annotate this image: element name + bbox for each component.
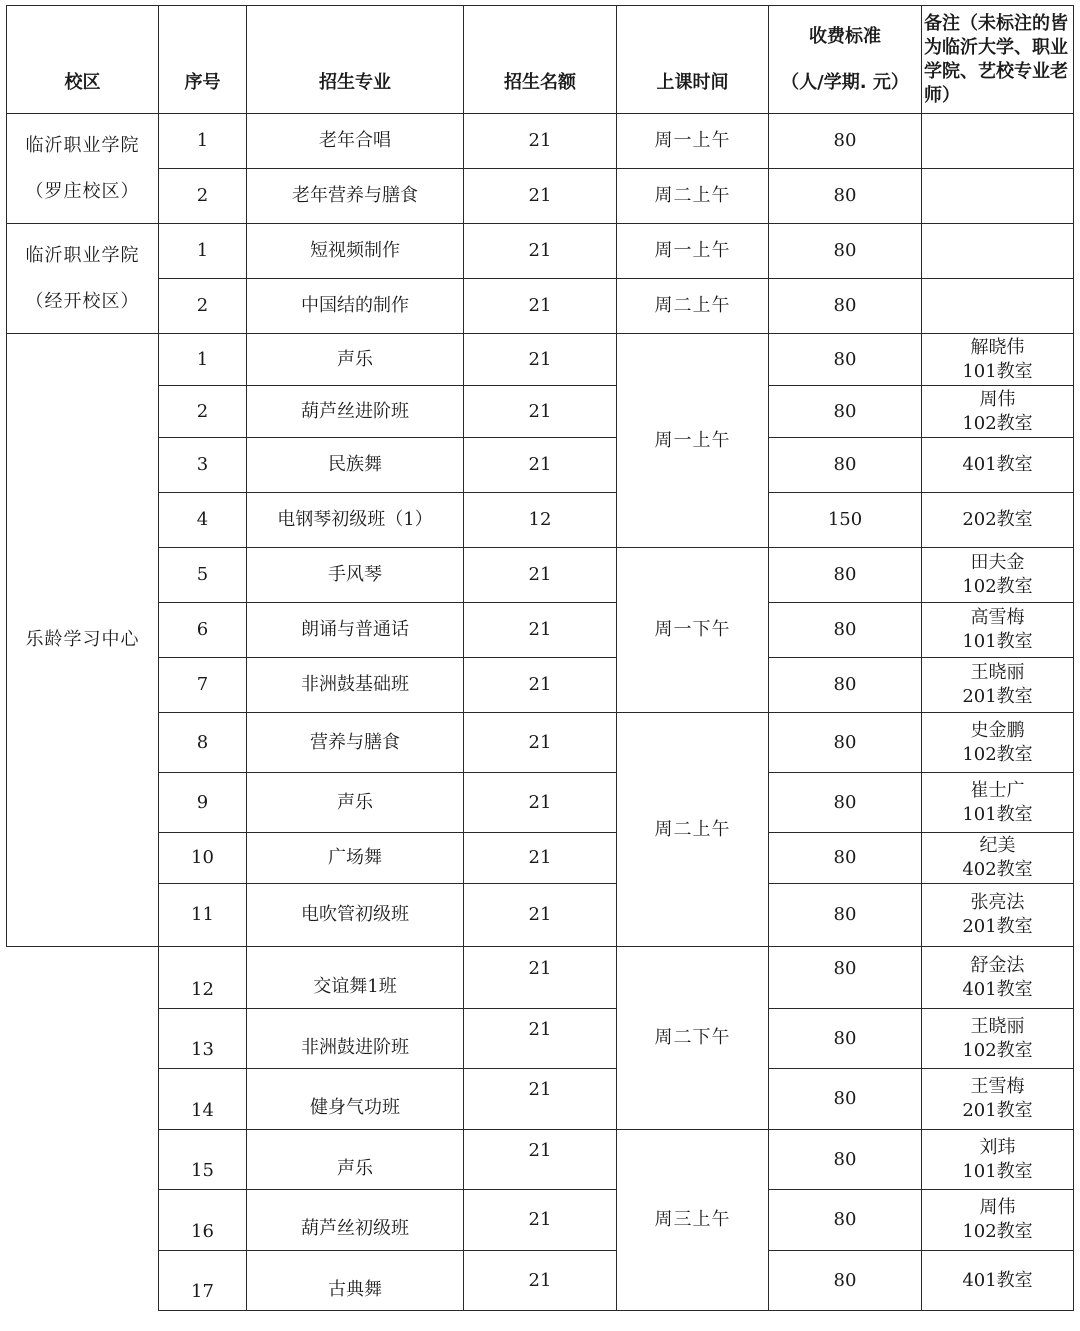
row-note — [922, 1130, 1074, 1190]
row-quota: 21 — [464, 438, 617, 493]
table-row — [7, 658, 1074, 713]
row-major: 短视频制作 — [247, 224, 464, 279]
row-note — [922, 947, 1074, 1009]
row-note — [922, 658, 1074, 713]
table-row — [7, 169, 1074, 224]
row-index: 11 — [159, 884, 247, 947]
room-name: 102教室 — [962, 1221, 1033, 1242]
row-major: 广场舞 — [247, 833, 464, 884]
row-quota: 21 — [464, 884, 617, 947]
row-note — [922, 1069, 1074, 1130]
row-quota: 21 — [464, 1190, 617, 1251]
table-row — [7, 833, 1074, 884]
row-index: 4 — [159, 493, 247, 548]
table-row — [7, 386, 1074, 438]
row-major: 葫芦丝初级班 — [247, 1190, 464, 1251]
row-note — [922, 713, 1074, 773]
row-major: 交谊舞1班 — [247, 947, 464, 1009]
table-row — [7, 1251, 1074, 1311]
table-row — [7, 438, 1074, 493]
row-quota: 21 — [464, 603, 617, 658]
row-fee: 80 — [769, 334, 922, 386]
row-quota: 21 — [464, 114, 617, 169]
table-row — [7, 713, 1074, 773]
campus-sub: （罗庄校区） — [25, 180, 140, 202]
row-major: 营养与膳食 — [247, 713, 464, 773]
row-index: 2 — [159, 386, 247, 438]
room-name: 401教室 — [962, 978, 1033, 1000]
row-fee: 80 — [769, 114, 922, 169]
room-name: 101教室 — [962, 1160, 1033, 1182]
row-note: 401教室 — [922, 1251, 1074, 1311]
campus-empty — [7, 947, 159, 1311]
table-row — [7, 114, 1074, 169]
table-row — [7, 493, 1074, 548]
row-fee: 80 — [769, 713, 922, 773]
header-major: 招生专业 — [247, 6, 464, 114]
header-campus: 校区 — [7, 6, 159, 114]
row-major: 葫芦丝进阶班 — [247, 386, 464, 438]
row-quota: 21 — [464, 1130, 617, 1190]
row-quota: 21 — [464, 1251, 617, 1311]
row-index: 12 — [159, 947, 247, 1009]
table-row — [7, 1009, 1074, 1069]
row-index: 3 — [159, 438, 247, 493]
row-fee: 80 — [769, 1251, 922, 1311]
row-fee: 80 — [769, 833, 922, 884]
row-index: 10 — [159, 833, 247, 884]
room-name: 101教室 — [962, 631, 1033, 652]
campus-luozhuang — [7, 114, 159, 224]
room-name: 402教室 — [962, 859, 1033, 880]
row-note — [922, 884, 1074, 947]
row-index: 15 — [159, 1130, 247, 1190]
time-tue-pm: 周二下午 — [617, 947, 769, 1130]
table-row — [7, 334, 1074, 386]
row-index: 1 — [159, 114, 247, 169]
header-fee-line2: （人/学期. 元） — [781, 71, 909, 93]
teacher-name: 田夫金 — [970, 552, 1025, 573]
row-major: 古典舞 — [247, 1251, 464, 1311]
table-row — [7, 773, 1074, 833]
row-note: 202教室 — [922, 493, 1074, 548]
row-note — [922, 603, 1074, 658]
row-note — [922, 334, 1074, 386]
time-mon-pm: 周一下午 — [617, 548, 769, 713]
row-major: 非洲鼓进阶班 — [247, 1009, 464, 1069]
row-fee: 80 — [769, 279, 922, 334]
teacher-name: 高雪梅 — [970, 607, 1025, 628]
header-note: 备注（未标注的皆为临沂大学、职业学院、艺校专业老师） — [922, 6, 1074, 114]
table-row — [7, 1190, 1074, 1251]
room-name: 102教室 — [962, 412, 1033, 434]
teacher-name: 刘玮 — [979, 1136, 1016, 1158]
header-fee — [769, 6, 922, 114]
row-fee: 80 — [769, 603, 922, 658]
row-quota: 21 — [464, 713, 617, 773]
row-index: 9 — [159, 773, 247, 833]
row-fee: 80 — [769, 224, 922, 279]
row-index: 16 — [159, 1190, 247, 1251]
row-quota: 21 — [464, 658, 617, 713]
teacher-name: 崔士广 — [970, 779, 1025, 801]
time-mon-am: 周一上午 — [617, 334, 769, 548]
row-time: 周二上午 — [617, 169, 769, 224]
row-index: 14 — [159, 1069, 247, 1130]
row-index: 8 — [159, 713, 247, 773]
row-fee: 80 — [769, 947, 922, 1009]
campus-sub: （经开校区） — [25, 290, 140, 312]
row-quota: 21 — [464, 334, 617, 386]
row-fee: 80 — [769, 658, 922, 713]
row-fee: 80 — [769, 386, 922, 438]
row-fee: 80 — [769, 548, 922, 603]
row-major: 健身气功班 — [247, 1069, 464, 1130]
row-note — [922, 548, 1074, 603]
row-fee: 80 — [769, 1130, 922, 1190]
teacher-name: 周伟 — [979, 388, 1016, 410]
table-row — [7, 224, 1074, 279]
row-major: 老年合唱 — [247, 114, 464, 169]
teacher-name: 解晓伟 — [970, 336, 1025, 358]
row-quota: 21 — [464, 1069, 617, 1130]
row-quota: 21 — [464, 833, 617, 884]
header-time: 上课时间 — [617, 6, 769, 114]
campus-name: 临沂职业学院 — [25, 244, 140, 266]
room-name: 201教室 — [962, 686, 1033, 707]
header-quota: 招生名额 — [464, 6, 617, 114]
row-quota: 12 — [464, 493, 617, 548]
room-name: 102教室 — [962, 743, 1033, 765]
teacher-name: 史金鹏 — [970, 719, 1025, 741]
row-quota: 21 — [464, 548, 617, 603]
room-name: 101教室 — [962, 803, 1033, 825]
teacher-name: 张亮法 — [970, 892, 1025, 913]
row-note — [922, 386, 1074, 438]
row-note — [922, 833, 1074, 884]
row-time: 周一上午 — [617, 114, 769, 169]
row-major: 声乐 — [247, 773, 464, 833]
row-major: 中国结的制作 — [247, 279, 464, 334]
table-row — [7, 603, 1074, 658]
row-quota: 21 — [464, 279, 617, 334]
row-time: 周二上午 — [617, 279, 769, 334]
time-wed-am: 周三上午 — [617, 1130, 769, 1311]
row-index: 7 — [159, 658, 247, 713]
campus-name: 临沂职业学院 — [25, 134, 140, 156]
row-major: 老年营养与膳食 — [247, 169, 464, 224]
row-fee: 80 — [769, 773, 922, 833]
row-quota: 21 — [464, 1009, 617, 1069]
teacher-name: 王晓丽 — [970, 662, 1025, 683]
row-fee: 80 — [769, 1190, 922, 1251]
row-major: 声乐 — [247, 334, 464, 386]
row-index: 5 — [159, 548, 247, 603]
row-index: 2 — [159, 169, 247, 224]
header-fee-line1: 收费标准 — [809, 25, 881, 47]
row-quota: 21 — [464, 773, 617, 833]
row-note — [922, 773, 1074, 833]
row-major: 非洲鼓基础班 — [247, 658, 464, 713]
row-major: 电钢琴初级班（1） — [247, 493, 464, 548]
row-note — [922, 279, 1074, 334]
row-fee: 80 — [769, 169, 922, 224]
row-major: 声乐 — [247, 1130, 464, 1190]
row-quota: 21 — [464, 947, 617, 1009]
row-fee: 80 — [769, 1009, 922, 1069]
room-name: 102教室 — [962, 576, 1033, 597]
campus-jingkai — [7, 224, 159, 334]
row-major: 民族舞 — [247, 438, 464, 493]
teacher-name: 舒金法 — [970, 954, 1025, 976]
row-quota: 21 — [464, 169, 617, 224]
row-major: 朗诵与普通话 — [247, 603, 464, 658]
teacher-name: 王晓丽 — [970, 1015, 1025, 1037]
time-tue-am: 周二上午 — [617, 713, 769, 947]
row-time: 周一上午 — [617, 224, 769, 279]
row-quota: 21 — [464, 386, 617, 438]
table-row — [7, 1069, 1074, 1130]
room-name: 201教室 — [962, 916, 1033, 937]
row-quota: 21 — [464, 224, 617, 279]
teacher-name: 纪美 — [979, 835, 1016, 856]
room-name: 101教室 — [962, 360, 1033, 382]
row-fee: 80 — [769, 1069, 922, 1130]
row-index: 1 — [159, 224, 247, 279]
header-row — [7, 6, 1074, 114]
room-name: 102教室 — [962, 1039, 1033, 1061]
table-row — [7, 1130, 1074, 1190]
row-note — [922, 1190, 1074, 1251]
row-note: 401教室 — [922, 438, 1074, 493]
table-row — [7, 548, 1074, 603]
row-index: 1 — [159, 334, 247, 386]
row-major: 手风琴 — [247, 548, 464, 603]
row-fee: 80 — [769, 438, 922, 493]
row-index: 2 — [159, 279, 247, 334]
row-note — [922, 114, 1074, 169]
table-row — [7, 947, 1074, 1009]
header-index: 序号 — [159, 6, 247, 114]
row-major: 电吹管初级班 — [247, 884, 464, 947]
table-row — [7, 279, 1074, 334]
course-schedule-table — [6, 5, 1074, 1311]
teacher-name: 周伟 — [979, 1197, 1016, 1218]
table-row — [7, 884, 1074, 947]
row-note — [922, 169, 1074, 224]
row-index: 6 — [159, 603, 247, 658]
row-index: 17 — [159, 1251, 247, 1311]
row-fee: 80 — [769, 884, 922, 947]
row-fee: 150 — [769, 493, 922, 548]
campus-leling: 乐龄学习中心 — [7, 334, 159, 947]
teacher-name: 王雪梅 — [970, 1076, 1025, 1097]
row-index: 13 — [159, 1009, 247, 1069]
row-note — [922, 224, 1074, 279]
room-name: 201教室 — [962, 1100, 1033, 1121]
row-note — [922, 1009, 1074, 1069]
